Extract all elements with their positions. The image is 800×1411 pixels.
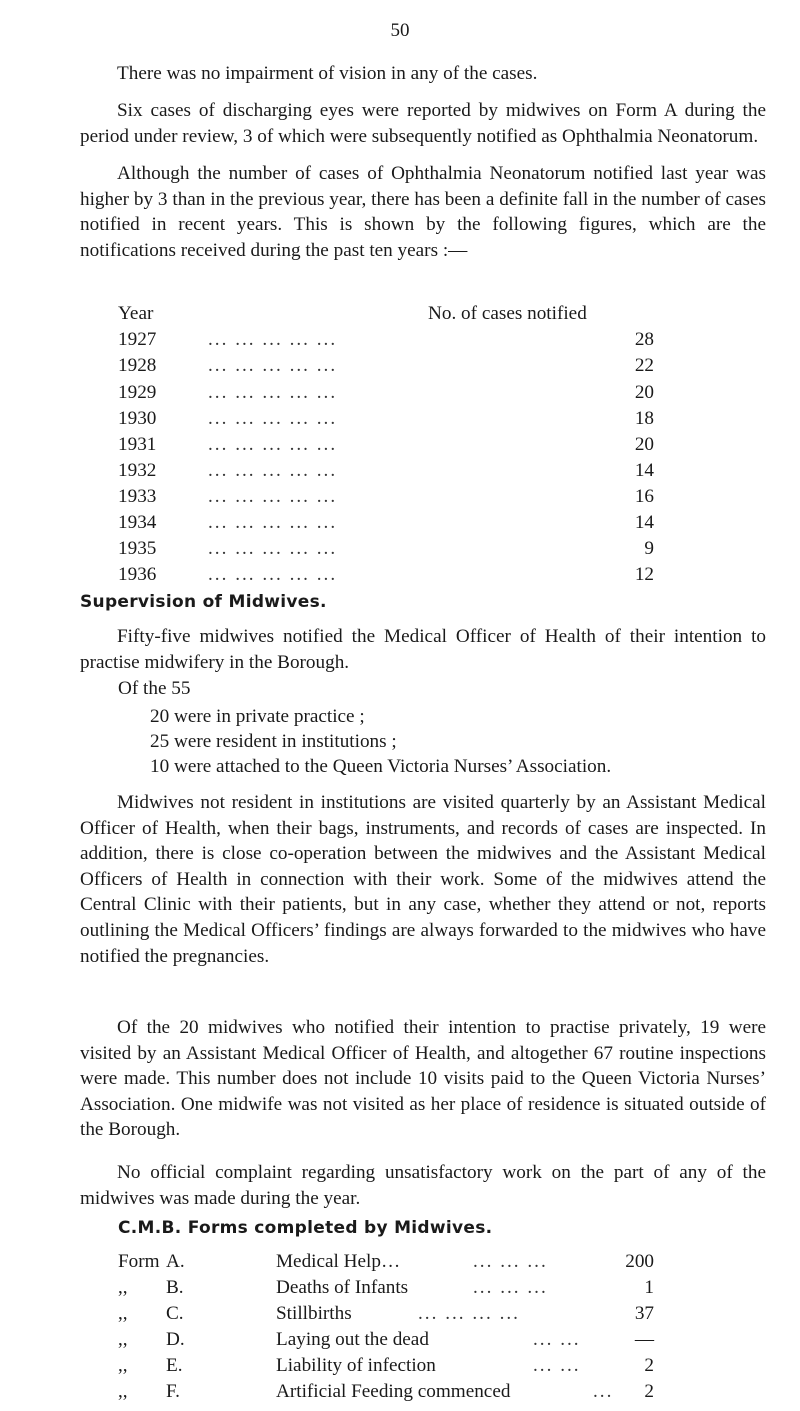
page-number: 50 [390,20,410,41]
col-cases-header: No. of cases notified [428,303,587,324]
table-row: Form A. Medical Help… ... ... ... 200 [118,1251,654,1272]
supervision-heading: Supervision of Midwives. [80,592,327,612]
paragraph-fifty-five-midwives: Fifty-five midwives notified the Medical Officer of Health of their intention to practise midwifery in the Borough. [80,626,766,673]
table-row: ,, B. Deaths of Infants ... ... ... 1 [118,1277,654,1298]
table-row: 1936 ... ... ... ... ... 12 [118,564,654,585]
list-item: 25 were resident in institutions ; [150,731,397,752]
cmb-forms-heading: C.M.B. Forms completed by Midwives. [118,1218,493,1238]
table-row: 1934 ... ... ... ... ... 14 [118,512,654,533]
table-row: ,, D. Laying out the dead ... ... — [118,1329,654,1350]
paragraph-vision: There was no impairment of vision in any of the cases. [117,63,538,84]
table-row: 1927 ... ... ... ... ... 28 [118,329,654,350]
list-item: 20 were in private practice ; [150,706,365,727]
table-row: 1933 ... ... ... ... ... 16 [118,486,654,507]
list-item: 10 were attached to the Queen Victoria Nurses’ Association. [150,756,612,777]
table-row: 1928 ... ... ... ... ... 22 [118,355,654,376]
table-row: ,, E. Liability of infection ... ... 2 [118,1355,654,1376]
of-the-55-label: Of the 55 [118,678,191,699]
paragraph-private-midwives: Of the 20 midwives who notified their intention to practise privately, 19 were visited by an Assistant Medical Officer of Health, and altogether 67 routine inspections were made. This number does not include 10 visits paid to the Queen Victoria Nurses’ Association. One midwife was not visited as her place of residence is situated outside of the Borough. [80,1017,766,1141]
table-row: 1930 ... ... ... ... ... 18 [118,408,654,429]
table-row: 1932 ... ... ... ... ... 14 [118,460,654,481]
paragraph-discharging-eyes: Six cases of discharging eyes were reported by midwives on Form A during the period under review, 3 of which were subsequently notified as Ophthalmia Neonatorum. [80,100,766,147]
table-row: 1929 ... ... ... ... ... 20 [118,382,654,403]
paragraph-quarterly-visits: Midwives not resident in institutions are visited quarterly by an Assistant Medical Officer of Health, when their bags, instruments, and records of cases are inspected. In addition, there is close co-operation between the midwives and the Assistant Medical Officers of Health in connection with their work. Some of the midwives attend the Central Clinic with their patients, but in any case, whether they attend or not, reports outlining the Medical Officers’ findings are always forwarded to the midwives who have notified the pregnancies. [80,792,766,967]
paragraph-no-complaint: No official complaint regarding unsatisfactory work on the part of any of the midwives was made during the year. [80,1162,766,1209]
table-row: ,, F. Artificial Feeding commenced ... 2 [118,1381,654,1402]
paragraph-ophthalmia-trend: Although the number of cases of Ophthalmia Neonatorum notified last year was higher by 3 than in the previous year, there has been a definite fall in the number of cases notified in recent years. This is shown by the following figures, which are the notifications received during the past ten years :— [80,163,766,261]
table-row: ,, C. Stillbirths ... ... ... ... 37 [118,1303,654,1324]
col-year-header: Year [118,303,154,324]
table-row: 1935 ... ... ... ... ... 9 [118,538,654,559]
table-row: 1931 ... ... ... ... ... 20 [118,434,654,455]
